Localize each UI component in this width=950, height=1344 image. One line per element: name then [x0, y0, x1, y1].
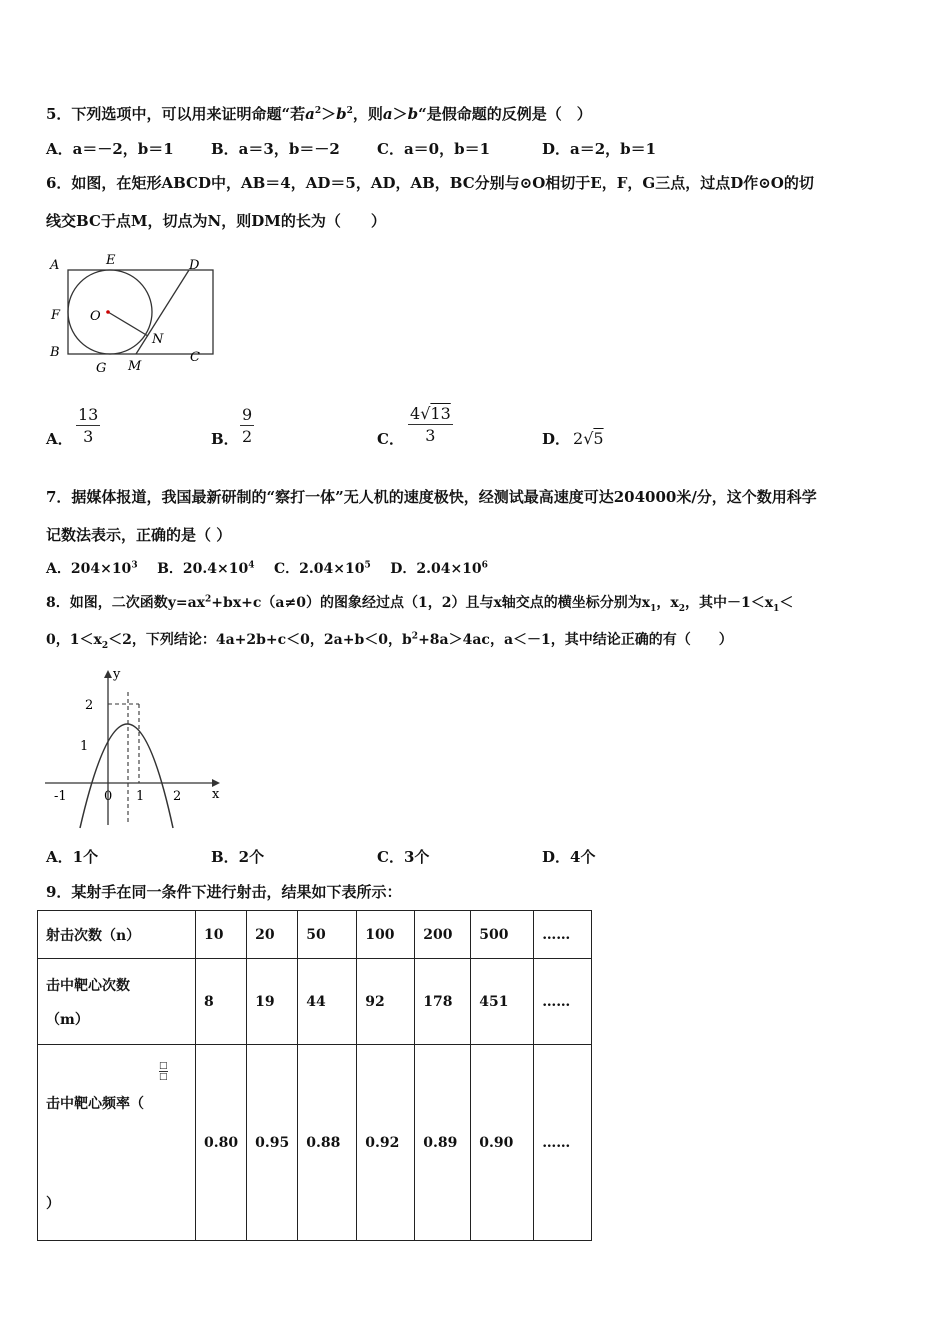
q8-stem-line1: 8．如图，二次函数$y=ax^2+bx+c(a\ne 0)$的图象经过点（1，2）且与x轴交点的横坐标分别为$x_1$，$x_2$，其中$-1<x_1<$ [46, 594, 794, 614]
label-e: E [106, 253, 116, 268]
cell: 0.90 [471, 1045, 534, 1241]
q8-option-a: A．1个 [46, 848, 99, 866]
tick-0: 0 [104, 789, 113, 804]
cell: 0.80 [196, 1045, 247, 1241]
cell: …… [534, 1045, 592, 1241]
q8-option-c: C．3个 [377, 848, 430, 866]
label-g: G [96, 361, 107, 376]
q6-stem-line2: 线交BC于点M，切点为N，则DM的长为（ ） [46, 212, 386, 230]
q5-option-a: A．a＝－2，b＝1 [46, 140, 174, 158]
parabola-curve [80, 724, 173, 828]
y-axis-label: y [113, 667, 121, 682]
cell: 92 [357, 959, 415, 1045]
x-axis-arrow [212, 779, 220, 787]
cell: 451 [471, 959, 534, 1045]
q5-option-d: D．a＝2，b＝1 [542, 140, 657, 158]
cell: 8 [196, 959, 247, 1045]
cell: 200 [415, 911, 471, 959]
tick-1: 1 [136, 789, 145, 804]
label-b: B [50, 345, 60, 360]
ytick-2: 2 [85, 698, 94, 713]
cell: 100 [357, 911, 415, 959]
ytick-1: 1 [80, 739, 89, 754]
tick-2: 2 [173, 789, 182, 804]
q5-option-b: B．a＝3，b＝－2 [211, 140, 340, 158]
label-c: C [190, 350, 200, 365]
cell: 0.92 [357, 1045, 415, 1241]
q6-option-d-value: 2√5 [573, 429, 604, 448]
q6-option-b-label: B． [211, 430, 239, 448]
q5-sup-b: 2 [346, 106, 353, 116]
table-row [38, 1045, 592, 1241]
cell: …… [534, 959, 592, 1045]
cell: 50 [298, 911, 357, 959]
cell: 0.95 [247, 1045, 298, 1241]
label-m: M [128, 359, 142, 374]
cell: …… [534, 911, 592, 959]
q8-option-b: B．2个 [211, 848, 265, 866]
label-f: F [51, 308, 61, 323]
q7-stem-line1: 7．据媒体报道，我国最新研制的“察打一体”无人机的速度极快，经测试最高速度可达204000米/分，这个数用科学 [46, 488, 817, 506]
q6-figure [44, 252, 214, 382]
y-axis-arrow [104, 670, 112, 678]
q8-option-d: D．4个 [542, 848, 596, 866]
x-axis-label: x [212, 787, 220, 802]
label-n: N [152, 332, 164, 347]
cell: 20 [247, 911, 298, 959]
q8-parabola-graph [40, 660, 230, 830]
q6-option-c-fraction: 4√13 3 [410, 404, 451, 445]
label-a: A [50, 258, 60, 273]
label-o: O [90, 309, 101, 324]
q9-results-table [37, 910, 592, 1241]
q5-sup-a: 2 [314, 106, 322, 116]
q8-stem-line2: 0，$1<x_2<2$，下列结论：4a+2b+c＜0，2a+b＜0，$b^2+8a>4ac$，a＜－1，其中结论正确的有（ ） [46, 631, 733, 651]
q7-stem-line2: 记数法表示，正确的是（ ） [46, 526, 232, 544]
radius-on [108, 312, 148, 336]
cell: 178 [415, 959, 471, 1045]
q6-option-d-label: D． [542, 430, 571, 448]
q6-option-b-fraction: 9 2 [242, 405, 253, 446]
q5-stem: 5．下列选项中，可以用来证明命题“若$a^2>b^2$，则a＞b“是假命题的反例是（ ） [46, 105, 592, 123]
q6-stem-line1: 6．如图，在矩形ABCD中，AB＝4，AD＝5，AD，AB，BC分别与⊙O相切于E，F，G三点，过点D作⊙O的切 [46, 174, 814, 192]
tick-neg1: -1 [54, 789, 67, 804]
cell: 0.88 [298, 1045, 357, 1241]
cell: 0.89 [415, 1045, 471, 1241]
q9-stem: 9．某射手在同一条件下进行射击，结果如下表所示： [46, 883, 402, 901]
row2-header: 击中靶心次数 （m） [38, 959, 196, 1045]
cell: 44 [298, 959, 357, 1045]
center-dot [106, 310, 110, 314]
row1-header: 射击次数（n） [38, 911, 196, 959]
q6-option-a-label: A． [46, 430, 73, 448]
cell: 19 [247, 959, 298, 1045]
q5-option-c: C．a＝0，b＝1 [377, 140, 491, 158]
q7-options: A．$204\times 10^3$ B．$20.4\times 10^4$ C．$2.04\times 10^5$ D．$2.04\times 10^6$ [46, 560, 488, 577]
frequency-fraction: □ □ [159, 1061, 168, 1082]
cell: 10 [196, 911, 247, 959]
q6-option-a-fraction: 13 3 [78, 405, 99, 446]
table-row [38, 911, 592, 959]
table-row [38, 959, 592, 1045]
q6-option-c-label: C． [377, 430, 404, 448]
cell: 500 [471, 911, 534, 959]
label-d: D [189, 258, 200, 273]
circle-o [68, 270, 152, 354]
row3-header: □ □ 击中靶心频率（ ） [38, 1045, 196, 1241]
